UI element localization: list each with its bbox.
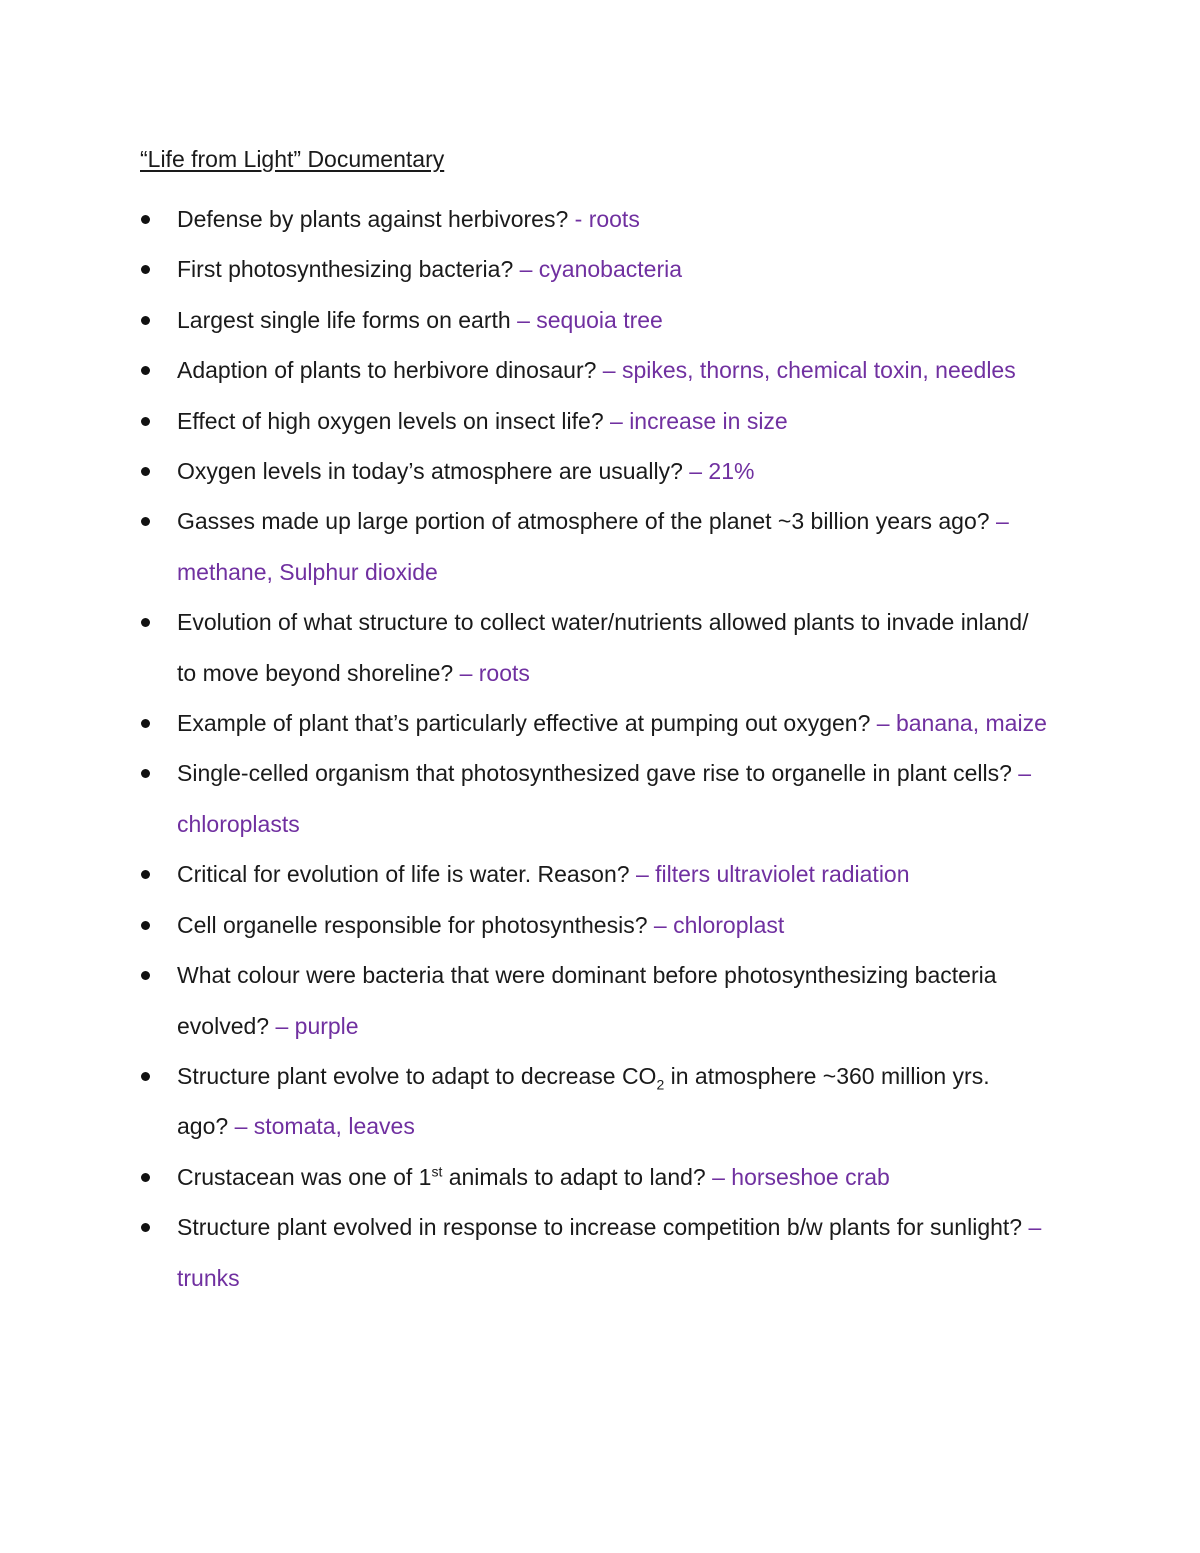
list-item [0,396,1047,446]
question-text: animals to adapt to land? [442,1163,713,1190]
answer-text: – increase in size [610,407,788,434]
list-item [0,1152,1047,1202]
answer-text: - roots [574,206,640,232]
bullet-icon [141,316,150,325]
answer-text: – stomata, leaves [234,1113,415,1140]
bullet-icon [141,769,150,778]
list-item [0,1202,1047,1303]
bullet-icon [141,971,150,980]
question-text: Structure plant evolve to adapt to decrease CO [177,1062,657,1089]
bullet-icon [141,618,150,627]
question-text: Effect of high oxygen levels on insect life? [177,407,611,434]
bullet-icon [141,870,150,879]
answer-text: – trunks [177,1214,1042,1291]
question-text: Adaption of plants to herbivore dinosaur? [177,357,603,384]
question-text: Single-celled organism that photosynthesized gave rise to organelle in plant cells? [177,760,1019,787]
bullet-icon [141,366,150,375]
question-text: Structure plant evolved in response to increase competition b/w plants for sunlight? [177,1214,1029,1241]
list-item [0,900,1047,950]
list-item [0,446,1047,496]
bullet-icon [141,1173,150,1182]
question-text: Crustacean was one of 1 [177,1163,432,1190]
bullet-icon [141,467,150,476]
bullet-icon [141,1072,150,1081]
superscript-text: st [431,1163,443,1180]
question-text: Oxygen levels in today’s atmosphere are usually? [177,458,690,485]
list-item [0,496,1047,597]
list-item [0,748,1047,849]
bullet-icon [141,1223,150,1232]
bullet-icon [141,417,150,426]
question-list [0,194,1200,1303]
list-item [0,698,1047,748]
list-item [0,849,1047,899]
list-item [0,244,1047,294]
answer-text: – spikes, thorns, chemical toxin, needles [602,357,1016,384]
answer-text: – horseshoe crab [712,1163,890,1190]
question-text: Evolution of what structure to collect water/nutrients allowed plants to invade inland/ to move beyond shoreline? [177,609,1029,686]
answer-text: – roots [459,659,530,686]
list-item [0,295,1047,345]
bullet-icon [141,517,150,526]
bullet-icon [141,265,150,274]
bullet-icon [141,215,150,224]
list-item [0,597,1047,698]
list-item [0,345,1047,395]
answer-text: – purple [275,1012,359,1039]
question-text: Defense by plants against herbivores? [177,206,575,232]
answer-text: – banana, maize [876,710,1047,737]
answer-text: – cyanobacteria [519,256,683,283]
question-text: Critical for evolution of life is water. Reason? [177,861,636,888]
list-item [0,1051,1047,1152]
question-text: First photosynthesizing bacteria? [177,256,520,283]
subscript-text: 2 [656,1076,665,1093]
answer-text: – methane, Sulphur dioxide [177,508,1009,585]
list-item [0,194,1047,244]
question-text: Cell organelle responsible for photosynthesis? [177,911,654,938]
page-title: “Life from Light” Documentary [140,146,445,172]
answer-text: – sequoia tree [517,306,663,333]
bullet-icon [141,921,150,930]
answer-text: – filters ultraviolet radiation [635,861,910,888]
question-text: Gasses made up large portion of atmosphere of the planet ~3 billion years ago? [177,508,996,535]
answer-text: – 21% [689,458,755,485]
question-text: What colour were bacteria that were dominant before photosynthesizing bacteria evolved? [177,962,997,1039]
question-text: Largest single life forms on earth [177,306,518,333]
answer-text: – chloroplasts [177,760,1032,837]
question-text: in atmosphere ~360 million yrs. ago? [177,1062,990,1140]
list-item [0,950,1047,1051]
answer-text: – chloroplast [653,911,785,938]
bullet-icon [141,719,150,728]
question-text: Example of plant that’s particularly effective at pumping out oxygen? [177,710,877,737]
